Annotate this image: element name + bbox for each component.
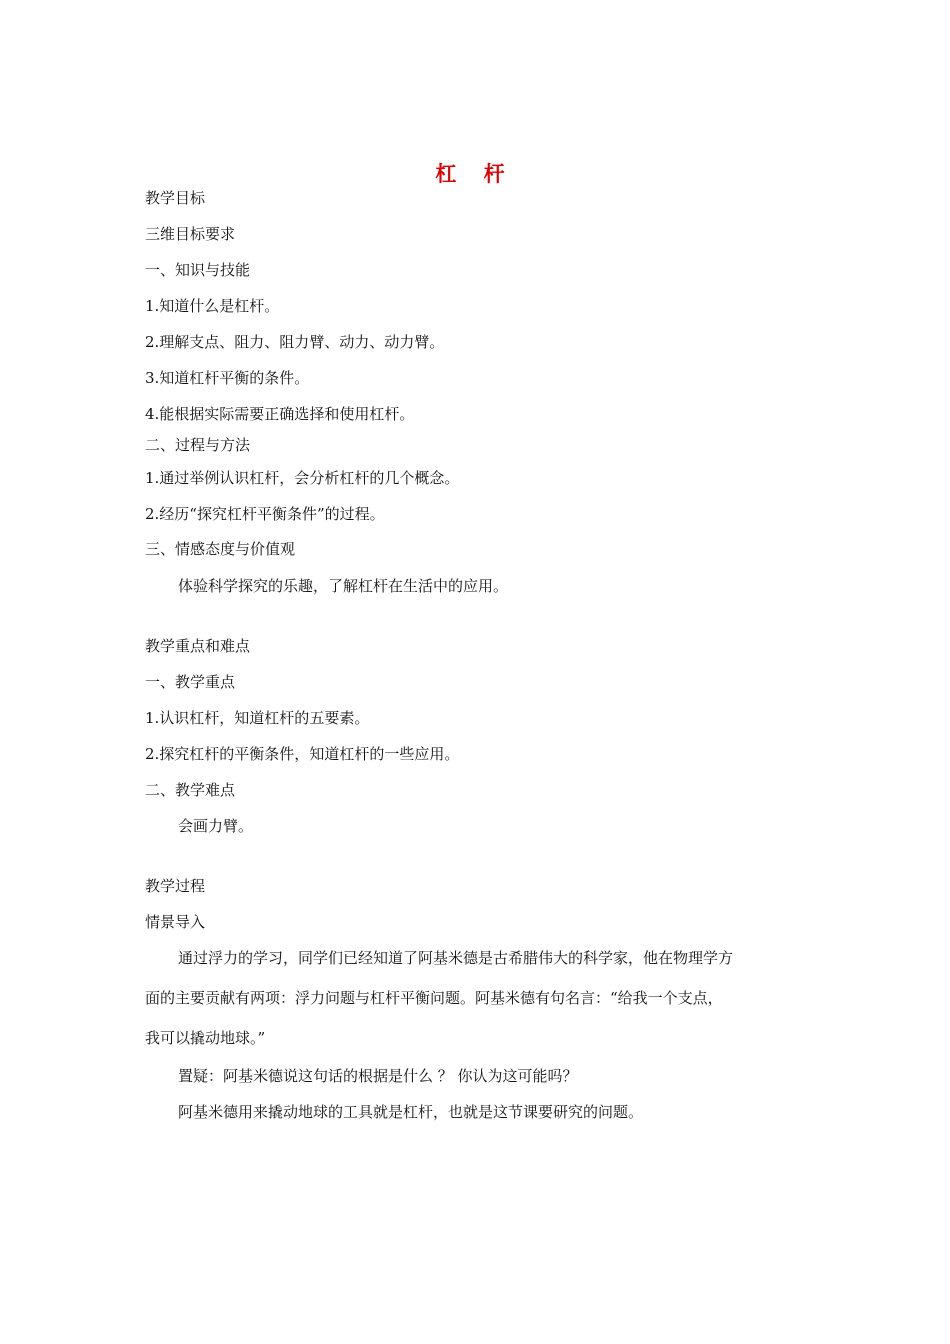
section-heading-key-points: 教学重点和难点 [145, 637, 251, 655]
paragraph-line: 面的主要贡献有两项：浮力问题与杠杆平衡问题。阿基米德有句名言：“给我一个支点， [145, 989, 723, 1007]
paragraph-line: 通过浮力的学习，同学们已经知道了阿基米德是古希腊伟大的科学家，他在物理学方 [178, 949, 734, 967]
subheading-attitude-values: 三、情感态度与价值观 [145, 540, 296, 558]
paragraph: 会画力臂。 [178, 817, 254, 835]
list-item: 1.知道什么是杠杆。 [145, 297, 280, 315]
list-item: 1.通过举例认识杠杆，会分析杠杆的几个概念。 [145, 469, 460, 487]
paragraph: 体验科学探究的乐趣，了解杠杆在生活中的应用。 [178, 577, 509, 595]
paragraph-line: 我可以撬动地球。” [145, 1029, 266, 1047]
subheading-teaching-focus: 一、教学重点 [145, 673, 236, 691]
subheading-teaching-difficulty: 二、教学难点 [145, 781, 236, 799]
section-heading-teaching-goals: 教学目标 [145, 189, 206, 207]
list-item: 3.知道杠杆平衡的条件。 [145, 369, 310, 387]
subheading-knowledge-skills: 一、知识与技能 [145, 261, 251, 279]
document-title: 杠 杆 [435, 161, 515, 186]
paragraph: 置疑：阿基米德说这句话的根据是什么 ？ 你认为这可能吗？ [178, 1067, 578, 1085]
list-item: 2.经历“探究杠杆平衡条件”的过程。 [145, 505, 385, 523]
list-item: 4.能根据实际需要正确选择和使用杠杆。 [145, 405, 415, 423]
subheading-scene-intro: 情景导入 [145, 913, 206, 931]
subheading-process-method: 二、过程与方法 [145, 436, 251, 454]
subheading-three-dimension-goals: 三维目标要求 [145, 225, 236, 243]
list-item: 2.理解支点、阻力、阻力臂、动力、动力臂。 [145, 333, 445, 351]
paragraph: 阿基米德用来撬动地球的工具就是杠杆，也就是这节课要研究的问题。 [178, 1103, 644, 1121]
list-item: 1.认识杠杆，知道杠杆的五要素。 [145, 709, 370, 727]
list-item: 2.探究杠杆的平衡条件，知道杠杆的一些应用。 [145, 745, 460, 763]
section-heading-teaching-process: 教学过程 [145, 877, 206, 895]
